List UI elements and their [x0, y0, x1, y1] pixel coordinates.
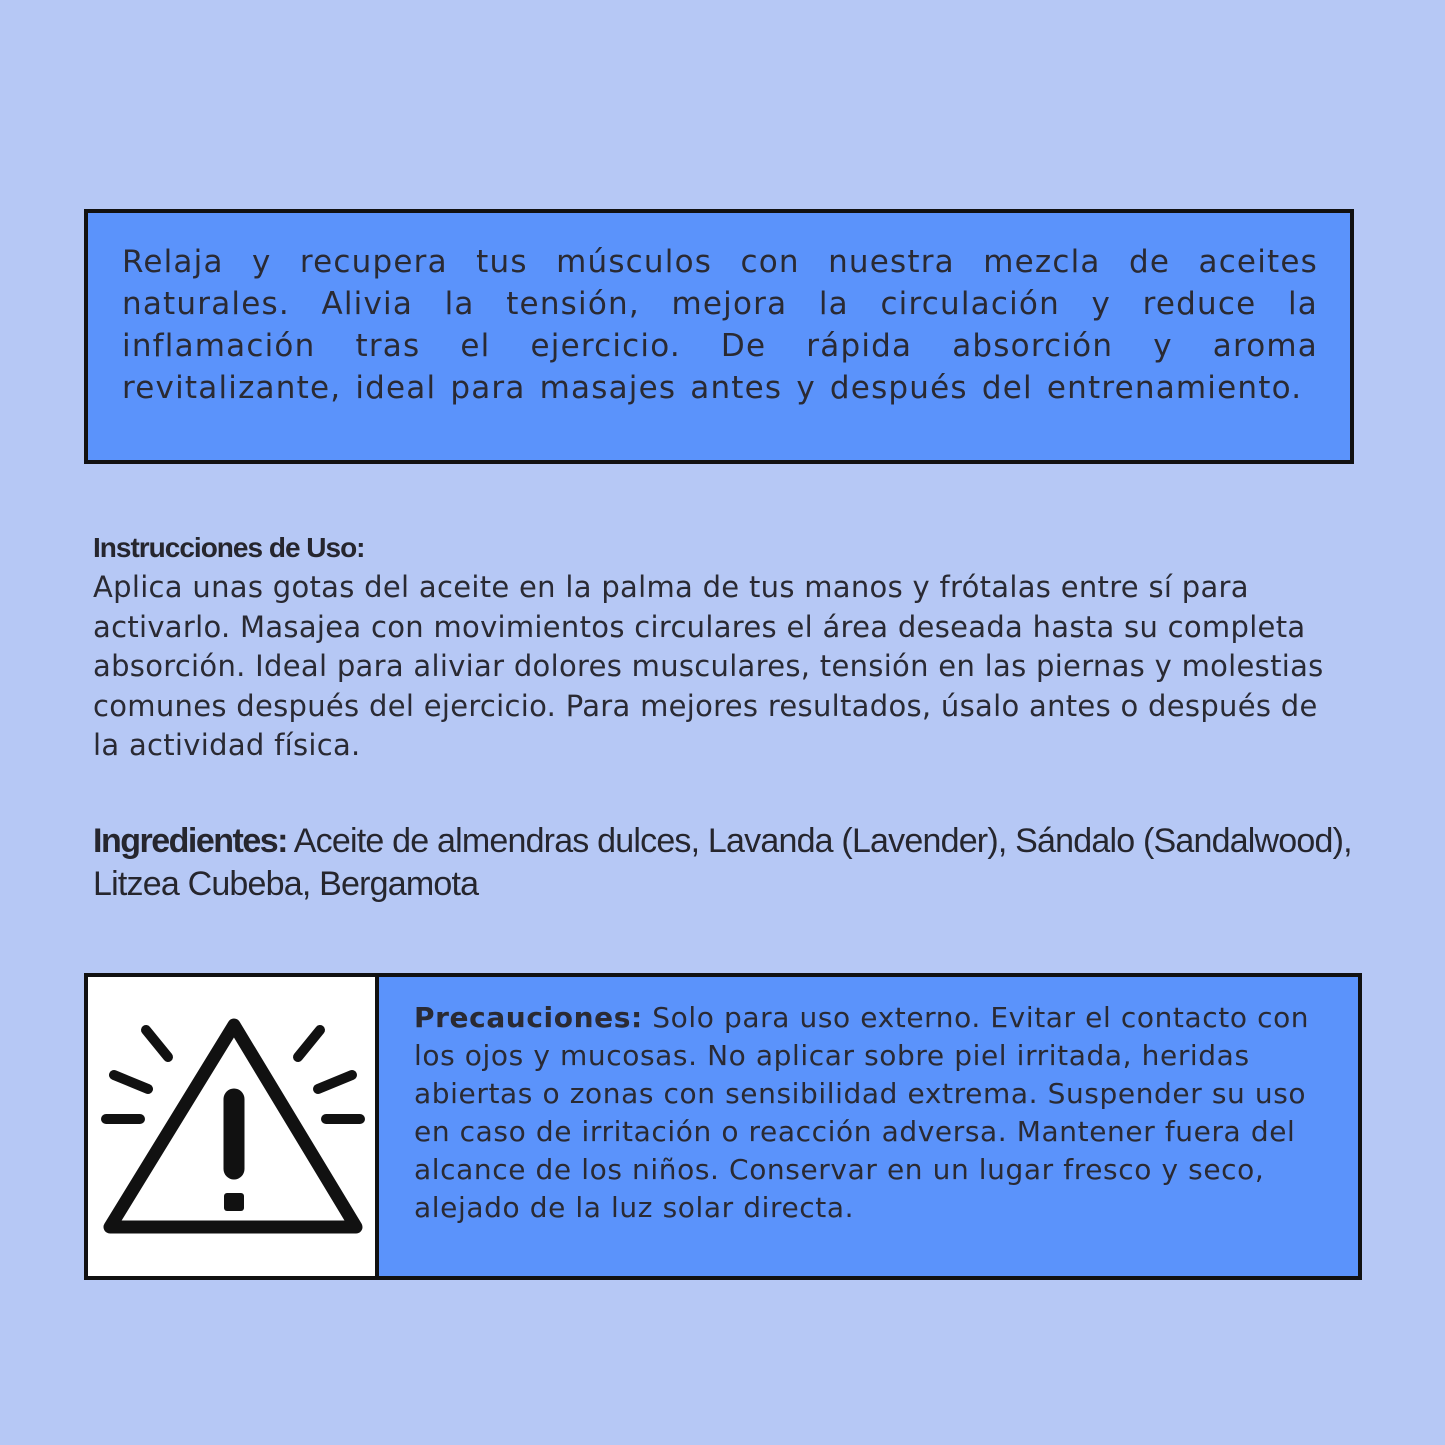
- precautions-body: Solo para uso externo. Evitar el contacto con los ojos y mucosas. No aplicar sobre piel irritada, heridas abiertas o zonas con sensibilidad extrema. Suspender su uso en caso de irritación o reacción adversa. Mantener fuera del alcance de los niños. Conservar en un lugar fresco y seco, alejado de la luz solar directa.: [414, 1001, 1310, 1224]
- warning-triangle-icon: [88, 977, 375, 1276]
- precautions-label: Precauciones:: [414, 1001, 643, 1034]
- warning-icon-panel: [88, 977, 379, 1276]
- ingredients-label: Ingredientes:: [93, 822, 287, 860]
- instructions-heading: Instrucciones de Uso:: [93, 532, 365, 563]
- ingredients-text: Aceite de almendras dulces, Lavanda (Lavender), Sándalo (Sandalwood), Litzea Cubeba, Bergamota: [93, 822, 1352, 903]
- precautions-panel: [379, 977, 1358, 1276]
- ingredients-section: [93, 820, 1353, 906]
- precautions-box: [84, 973, 1362, 1280]
- intro-text: Relaja y recupera tus músculos con nuestra mezcla de aceites naturales. Alivia la tensión, mejora la circulación y reduce la inflamación tras el ejercicio. De rápida absorción y aroma revitalizante, ideal para masajes antes y después del entrenamiento.: [122, 244, 1318, 406]
- precautions-text: [414, 999, 1330, 1227]
- intro-box: [84, 209, 1354, 464]
- instructions-section: [93, 528, 1353, 766]
- instructions-body: Aplica unas gotas del aceite en la palma de tus manos y frótalas entre sí para activarlo. Masajea con movimientos circulares el área deseada hasta su completa absorción. Ideal para aliviar dolores musculares, tensión en las piernas y molestias comunes después del ejercicio. Para mejores resultados, úsalo antes o después de la actividad física.: [93, 570, 1324, 762]
